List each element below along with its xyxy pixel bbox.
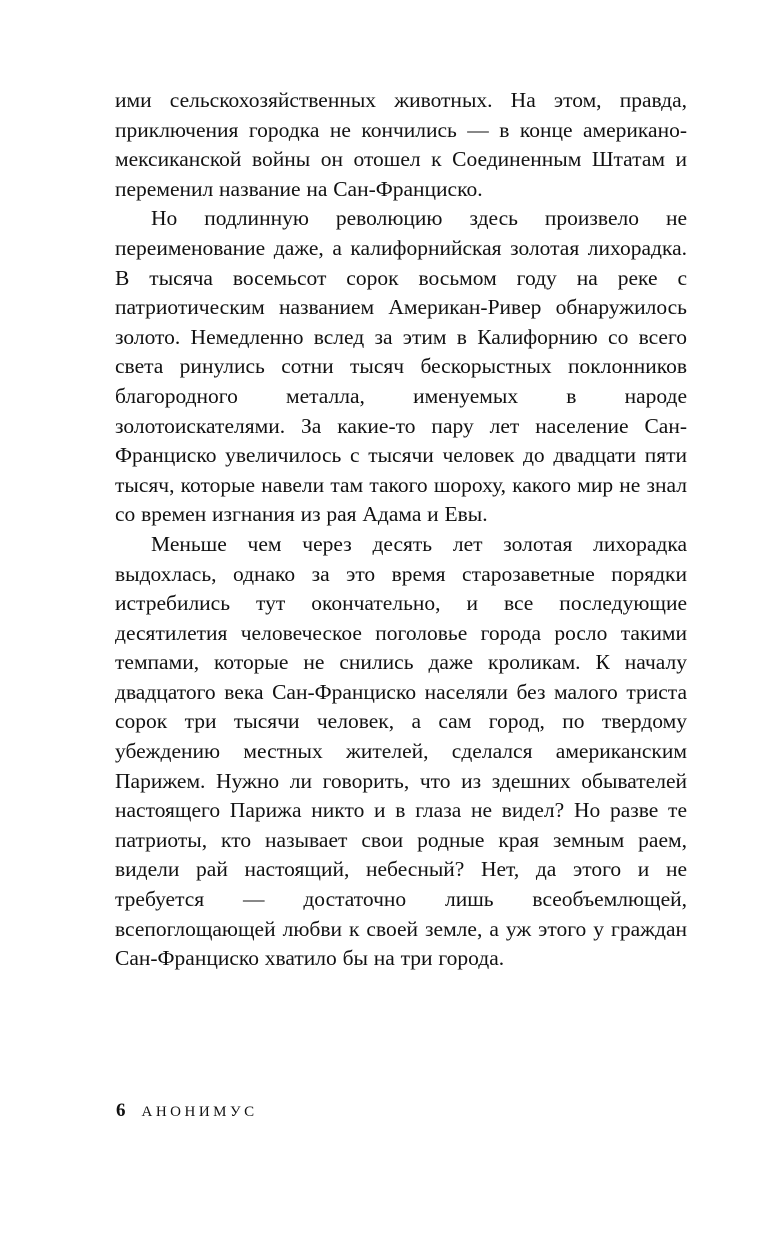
page-number: 6	[116, 1100, 126, 1121]
page-footer	[116, 1100, 258, 1122]
author-running-title: АНОНИМУС	[141, 1104, 258, 1120]
paragraph-continuation: ими сельскохозяйственных животных. На этом, правда, приключения городка не кончились — в конце американо-мексиканской войны он отошел к Соединенным Штатам и переменил название на Сан-Франциско.	[115, 88, 687, 201]
page-text-block	[115, 86, 687, 974]
paragraph: Но подлинную революцию здесь произвело не переименование даже, а калифорнийская золотая лихорадка. В тысяча восемьсот сорок восьмом году на реке с патриотическим названием Американ-Ривер обнаружилось золото. Немедленно вслед за этим в Калифорнию со всего света ринулись сотни тысяч бескорыстных поклонников благородного металла, именуемых в народе золотоискателями. За какие-то пару лет население Сан-Франциско увеличилось с тысячи человек до двадцати пяти тысяч, которые навели там такого шороху, какого мир не знал со времен изгнания из рая Адама и Евы.	[115, 206, 687, 527]
paragraph: Меньше чем через десять лет золотая лихорадка выдохлась, однако за это время старозаветные порядки истребились тут окончательно, и все последующие десятилетия человеческое поголовье города росло такими темпами, которые не снились даже кроликам. К началу двадцатого века Сан-Франциско населяли без малого триста сорок три тысячи человек, а сам город, по твердому убеждению местных жителей, сделался американским Парижем. Нужно ли говорить, что из здешних обывателей настоящего Парижа никто и в глаза не видел? Но разве те патриоты, кто называет свои родные края земным раем, видели рай настоящий, небесный? Нет, да этого и не требуется — достаточно лишь всеобъемлющей, всепоглощающей любви к своей земле, а уж этого у граждан Сан-Франциско хватило бы на три города.	[115, 531, 687, 971]
